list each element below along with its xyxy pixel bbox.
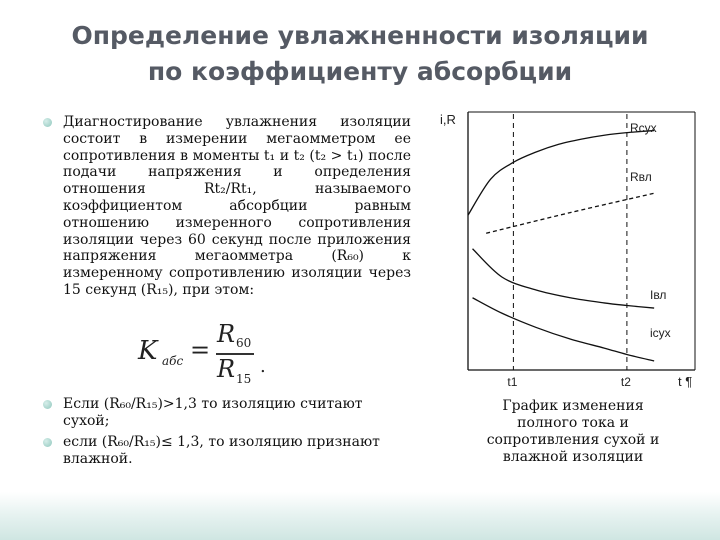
- formula-lhs-subscript: абс: [162, 354, 184, 368]
- bullet-dry-insulation: Если (R₆₀/R₁₅)>1,3 то изоляцию считают сухой;: [63, 396, 363, 429]
- chart-x-tick-t2: t2: [620, 375, 631, 389]
- chart-legend-i-wet: Iвл: [650, 288, 667, 302]
- chart-caption-line: полного тока и: [517, 415, 629, 431]
- formula-numerator: R: [217, 320, 236, 348]
- chart-caption-line: сопротивления сухой и: [486, 432, 660, 448]
- slide-title-line: по коэффициенту абсорбции: [147, 57, 573, 86]
- slide-title: [40, 18, 680, 90]
- formula-period: .: [260, 356, 266, 377]
- chart-ylabel: i,R: [440, 112, 456, 127]
- bullet-marker: [43, 438, 52, 447]
- slide-background-footer: [0, 492, 720, 540]
- main-paragraph: Диагностирование увлажнения изоляции состоит в измерении мегаомметром ее сопротивления в моменты t₁ и t₂ (t₂ > t₁) после подачи напряжения и определения отношения Rt₂/Rt₁, называемого коэффициентом абсорбции равным отношению измеренного сопротивления изоляции через 60 секунд после приложения напряжения мегаомметра (R₆₀) к измеренному сопротивлению изоляции через 15 секунд (R₁₅), при этом:: [63, 114, 411, 298]
- chart-xlabel: t ¶: [678, 374, 693, 389]
- chart-x-tick-t1: t1: [507, 375, 518, 389]
- chart-legend-r-wet: Rвл: [630, 170, 652, 184]
- bullet-marker: [43, 118, 52, 127]
- formula-denominator-subscript: 15: [236, 372, 252, 386]
- absorption-chart: [440, 108, 710, 398]
- chart-caption-line: влажной изоляции: [502, 449, 644, 465]
- absorption-formula: [138, 318, 278, 388]
- formula-numerator-subscript: 60: [236, 336, 252, 350]
- chart-series-r-dry: [468, 131, 654, 216]
- chart-legend-r-dry: Rсух: [630, 121, 657, 135]
- formula-lhs: K: [138, 336, 158, 366]
- formula-equals: =: [190, 336, 211, 364]
- chart-series-r-wet: [486, 193, 654, 233]
- chart-caption: [470, 398, 676, 466]
- bullet-wet-insulation: если (R₆₀/R₁₅)≤ 1,3, то изоляцию признают влажной.: [63, 434, 380, 467]
- bullet-marker: [43, 400, 52, 409]
- slide-title-line: Определение увлажненности изоляции: [71, 21, 649, 50]
- chart-legend-i-dry: iсух: [650, 326, 671, 340]
- formula-denominator: R: [217, 355, 236, 383]
- chart-caption-line: График изменения: [502, 398, 644, 414]
